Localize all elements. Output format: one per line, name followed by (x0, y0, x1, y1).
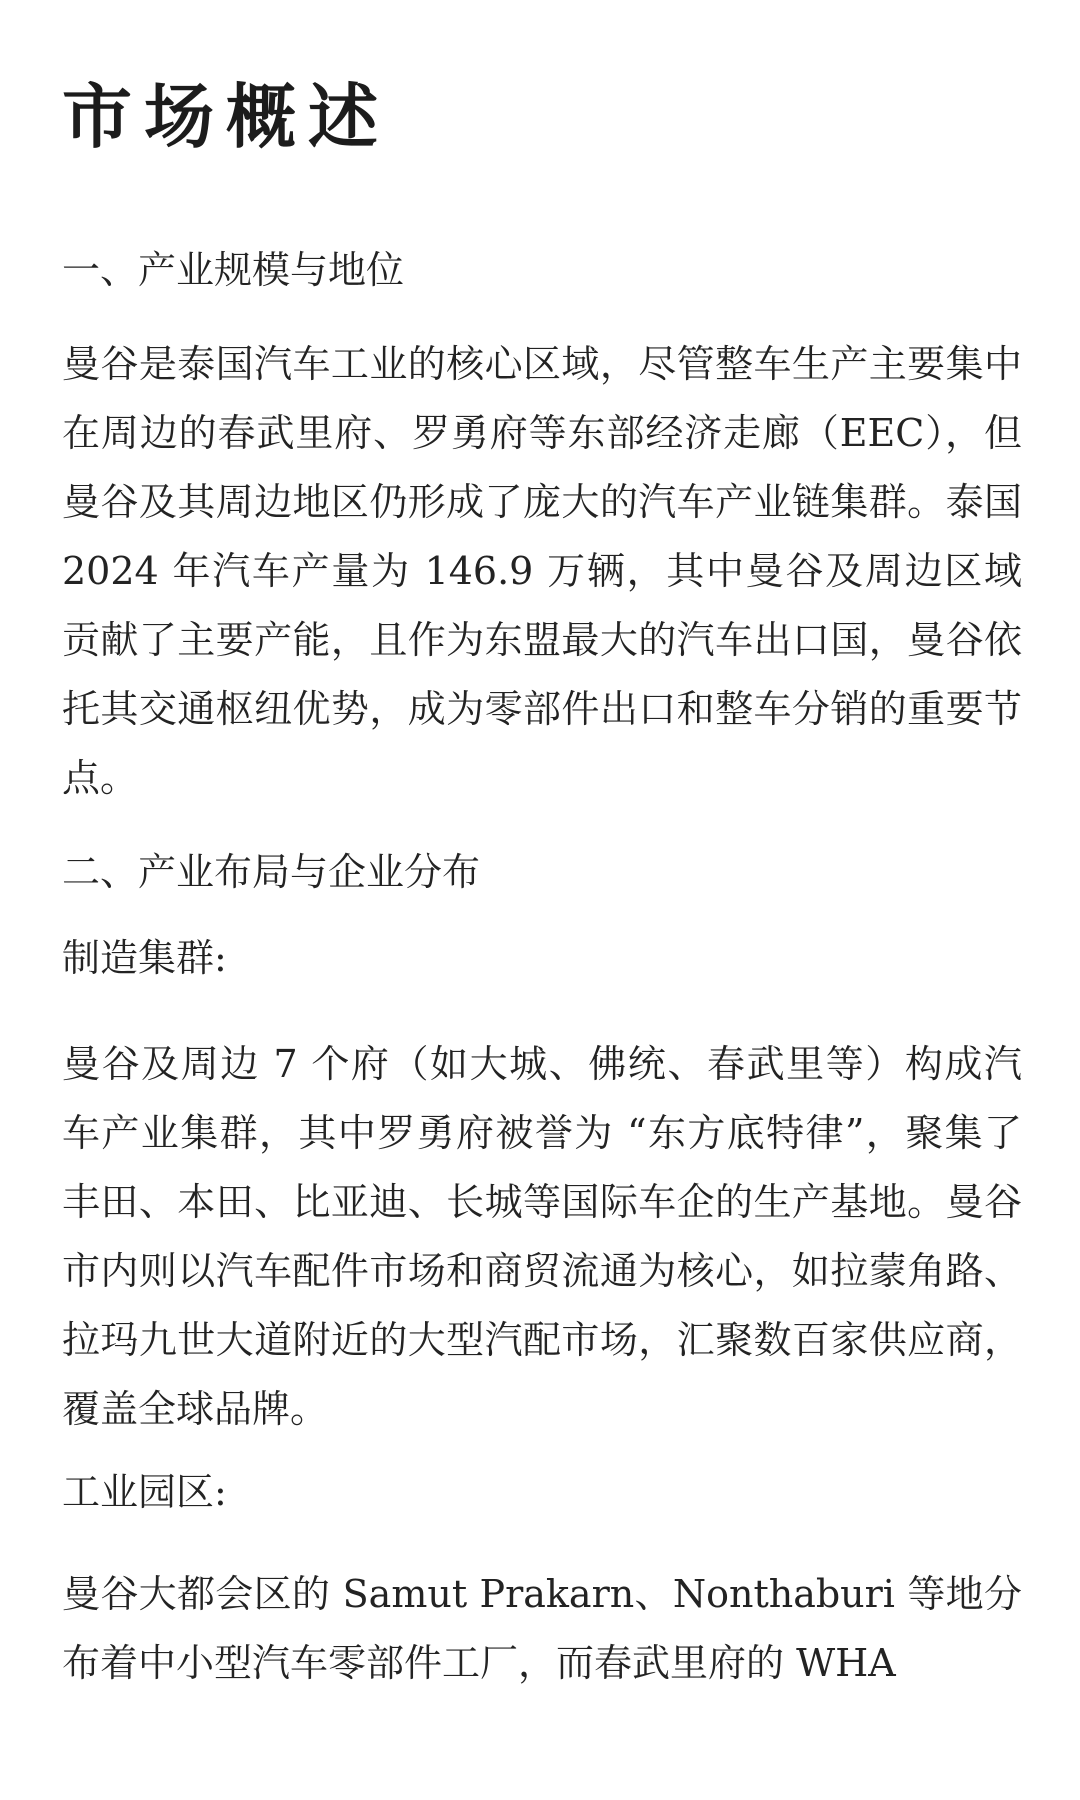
section-heading-layout: 二、产业布局与企业分布 (62, 850, 481, 894)
paragraph-industrial-parks: 曼谷大都会区的 Samut Prakarn、Nonthaburi 等地分布着中小型汽车零部件工厂，而春武里府的 WHA (62, 1572, 1022, 1685)
subsection-label-manufacturing: 制造集群: (62, 936, 227, 980)
paragraph-manufacturing: 曼谷及周边 7 个府（如大城、佛统、春武里等）构成汽车产业集群，其中罗勇府被誉为 “东方底特律”，聚集了丰田、本田、比亚迪、长城等国际车企的生产基地。曼谷市内则以汽车配件市场和商贸流通为核心，如拉蒙角路、拉玛九世大道附近的大型汽配市场，汇聚数百家供应商，覆盖全球品牌。 (62, 1042, 1022, 1431)
paragraph-scale: 曼谷是泰国汽车工业的核心区域，尽管整车生产主要集中在周边的春武里府、罗勇府等东部经济走廊（EEC），但曼谷及其周边地区仍形成了庞大的汽车产业链集群。泰国 2024 年汽车产量为 146.9 万辆，其中曼谷及周边区域贡献了主要产能，且作为东盟最大的汽车出口国，曼谷依托其交通枢纽优势，成为零部件出口和整车分销的重要节点。 (62, 342, 1022, 800)
article (62, 0, 1022, 1685)
subsection-label-industrial-parks: 工业园区: (62, 1470, 227, 1514)
page-title: 市场概述 (62, 75, 390, 158)
section-heading-scale: 一、产业规模与地位 (62, 248, 405, 292)
